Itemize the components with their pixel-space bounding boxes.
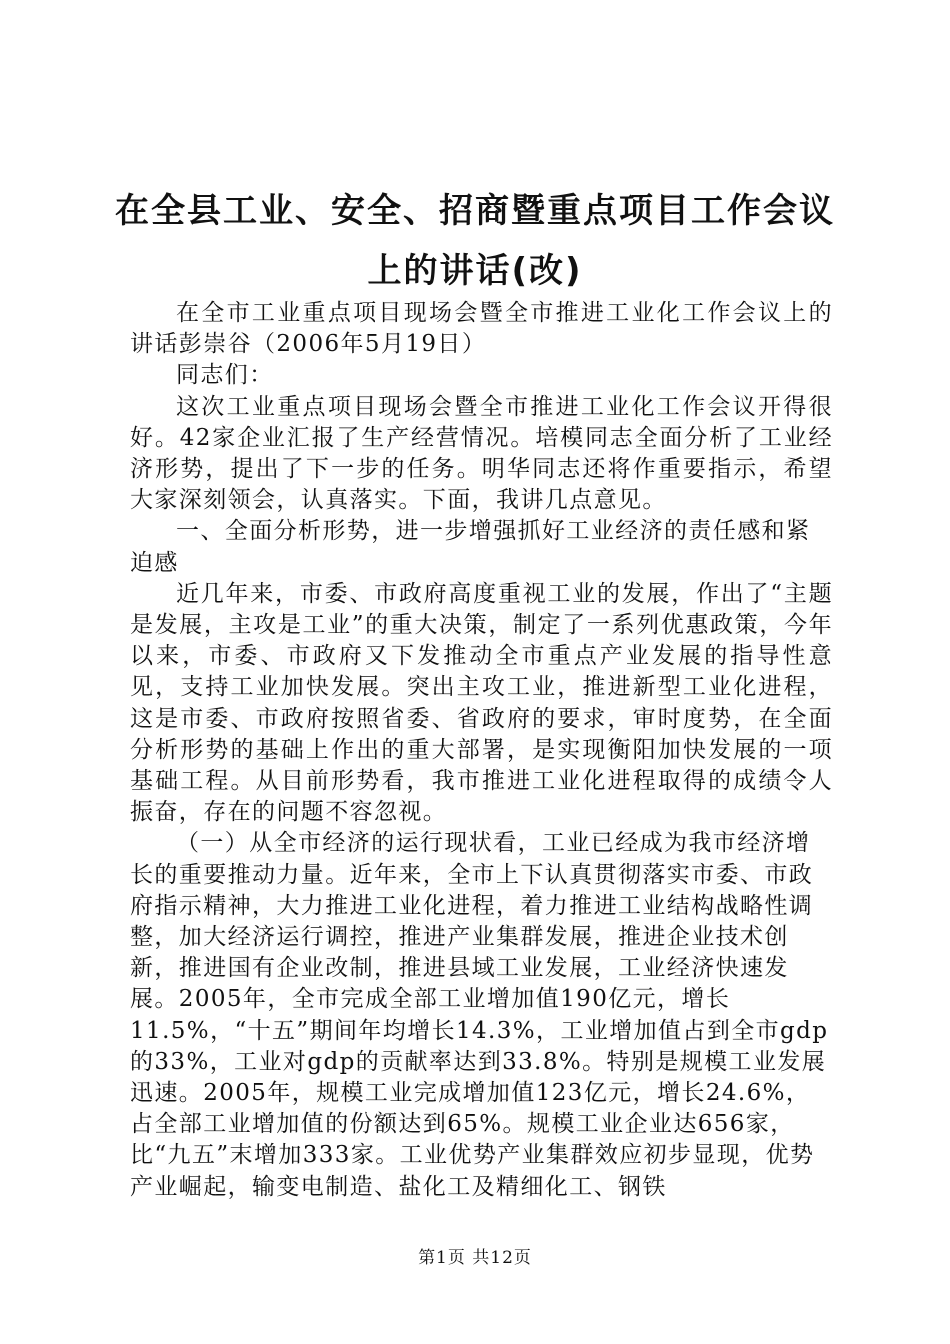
paragraph-situation: 近几年来，市委、市政府高度重视工业的发展，作出了“主题是发展，主攻是工业”的重大决策，制定了一系列优惠政策，今年以来，市委、市政府又下发推动全市重点产业发展的指导性意见，支持工业加快发展。突出主攻工业，推进新型工业化进程，这是市委、市政府按照省委、省政府的要求，审时度势，在全面分析形势的基础上作出的重大部署，是实现衡阳加快发展的一项基础工程。从目前形势看，我市推进工业化进程取得的成绩令人振奋，存在的问题不容忽视。 [130, 580, 833, 826]
title-line-1: 在全县工业、安全、招商暨重点项目工作会议 [115, 191, 835, 231]
paragraph-intro: 在全市工业重点项目现场会暨全市推进工业化工作会议上的讲话彭崇谷（2006年5月19日） [130, 300, 833, 358]
page-footer: 第1页 共12页 [418, 1248, 532, 1268]
paragraph-subsection-1: （一）从全市经济的运行现状看，工业已经成为我市经济增长的重要推动力量。近年来，全市上下认真贯彻落实市委、市政府指示精神，大力推进工业化进程，着力推进工业结构战略性调整，加大经济运行调控，推进产业集群发展，推进企业技术创新，推进国有企业改制，推进县域工业发展，工业经济快速发展。2005年，全市完成全部工业增加值190亿元，增长11.5%，“十五”期间年均增长14.3%，工业增加值占到全市gdp的33%，工业对gdp的贡献率达到33.8%。特别是规模工业发展迅速。2005年，规模工业完成增加值123亿元，增长24.6%，占全部工业增加值的份额达到65%。规模工业企业达656家，比“九五”末增加333家。工业优势产业集群效应初步显现，优势产业崛起，输变电制造、盐化工及精细化工、钢铁 [130, 830, 829, 1200]
paragraph-salutation: 同志们： [176, 362, 274, 389]
section-heading-1: 一、全面分析形势，进一步增强抓好工业经济的责任感和紧迫感 [130, 518, 811, 576]
paragraph-opening: 这次工业重点项目现场会暨全市推进工业化工作会议开得很好。42家企业汇报了生产经营情况。培模同志全面分析了工业经济形势，提出了下一步的任务。明华同志还将作重要指示，希望大家深刻领会，认真落实。下面，我讲几点意见。 [130, 393, 833, 514]
document-body [130, 298, 833, 1203]
document-title [100, 181, 850, 301]
title-line-2: 上的讲话(改) [367, 251, 583, 291]
